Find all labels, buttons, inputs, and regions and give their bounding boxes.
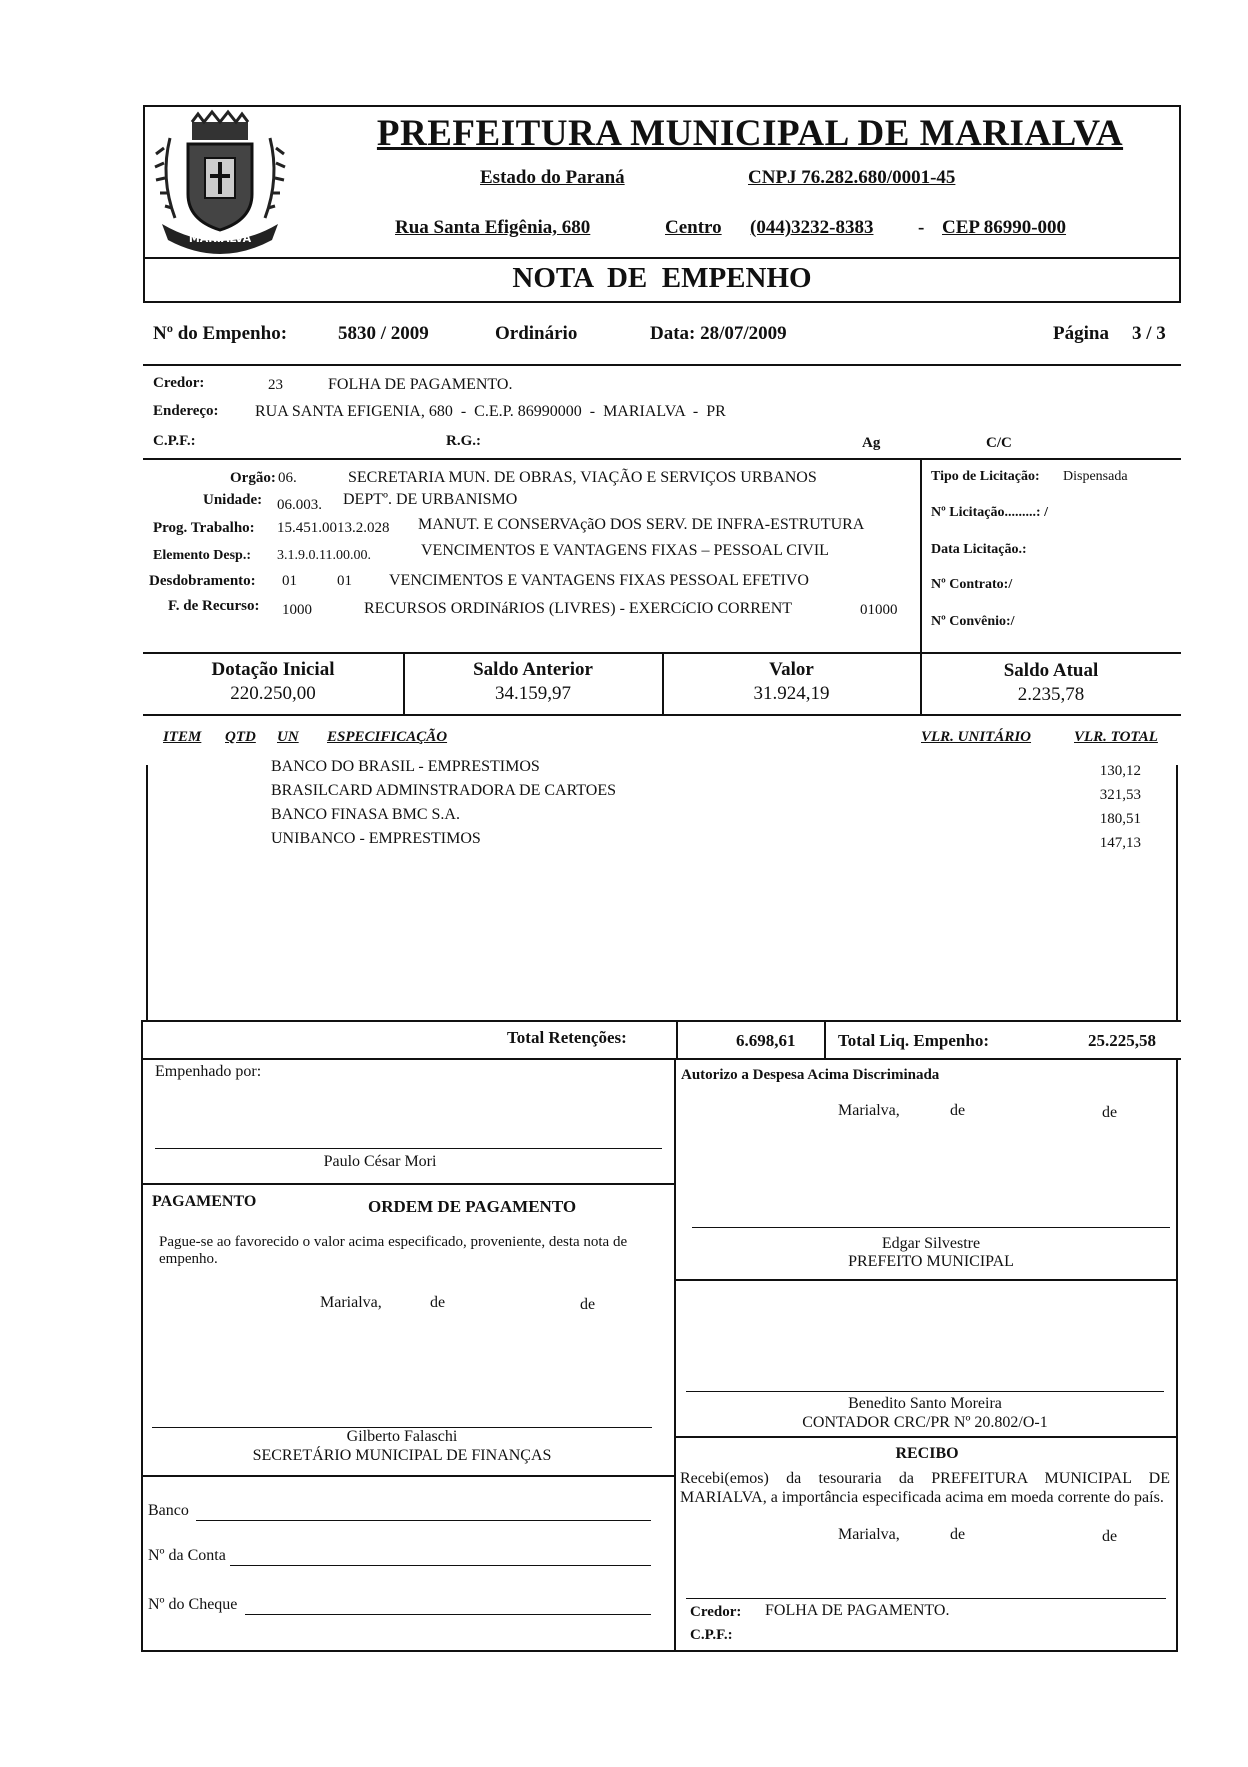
autorizo-de2: de [1102,1104,1118,1121]
recurso-number: 01000 [860,602,898,618]
items-left-border [146,765,148,1020]
licitacao-numero: Nº Licitação.........: / [931,505,1048,520]
divider [143,1058,1181,1060]
cnpj: CNPJ 76.282.680/0001-45 [748,167,956,188]
divider [143,1020,1181,1022]
item-total: 321,53 [1099,787,1141,803]
item-description: BANCO FINASA BMC S.A. [271,806,460,823]
credor-address: RUA SANTA EFIGENIA, 680 - C.E.P. 86990000 - MARIALVA - PR [255,403,726,420]
col-especificacao: ESPECIFICAÇÃO [327,729,448,745]
signature-line [692,1227,1170,1228]
header-phone: (044)3232-8383 [750,217,874,238]
recibo-credor-label: Credor: [690,1604,742,1620]
elemento-code: 3.1.9.0.11.00.00. [277,548,371,563]
signature-line [686,1598,1166,1599]
svg-text:MARIALVA: MARIALVA [188,232,252,245]
desdobramento-label: Desdobramento: [149,573,256,589]
header-district: Centro [665,217,722,238]
recibo-credor-name: FOLHA DE PAGAMENTO. [765,1602,950,1619]
recibo-de1: de [950,1526,966,1543]
header-separator: - [918,217,925,238]
list-item [271,782,1176,804]
signature-line [686,1391,1164,1392]
cheque-field[interactable] [245,1614,651,1615]
unidade-code: 06.003. [277,497,322,513]
prog-trabalho-label: Prog. Trabalho: [153,520,255,536]
ordem-pagamento-label: ORDEM DE PAGAMENTO [368,1197,577,1216]
desdobramento-code-a: 01 [282,573,297,589]
orgao-label: Orgão: [230,470,276,486]
conta-label: Nº da Conta [148,1547,226,1564]
empenho-type: Ordinário [495,323,578,344]
dotacao-value: 220.250,00 [230,683,316,704]
col-vlr-unitario: VLR. UNITÁRIO [921,729,1032,745]
list-item [271,806,1176,828]
pagamento-de1: de [430,1294,446,1311]
empenho-number: 5830 / 2009 [338,323,429,344]
divider [675,1279,1178,1281]
item-description: BANCO DO BRASIL - EMPRESTIMOS [271,758,540,775]
empenho-number-label: Nº do Empenho: [153,323,288,344]
document-title: NOTA DE EMPENHO [512,262,812,294]
liquido-value: 25.225,58 [1088,1031,1156,1050]
pagamento-label: PAGAMENTO [152,1193,257,1210]
right-border [1176,1059,1178,1652]
empenho-date: Data: 28/07/2009 [650,323,787,344]
page-number: 3 / 3 [1132,323,1166,344]
vertical-divider [676,1021,678,1059]
items-right-border [1176,765,1178,1020]
prog-trabalho-description: MANUT. E CONSERVAçãO DOS SERV. DE INFRA-ESTRUTURA [418,516,865,533]
divider [143,1475,675,1477]
unidade-label: Unidade: [203,492,263,508]
contrato-number: Nº Contrato:/ [931,577,1013,592]
credor-code: 23 [268,377,283,393]
orgao-description: SECRETARIA MUN. DE OBRAS, VIAÇÃO E SERVIÇOS URBANOS [348,469,817,486]
banco-label: Banco [148,1502,189,1519]
contador-role: CONTADOR CRC/PR Nº 20.802/O-1 [802,1414,1048,1431]
elemento-label: Elemento Desp.: [153,548,251,563]
coat-of-arms-seal [150,108,290,256]
recibo-cpf-label: C.P.F.: [690,1627,733,1643]
col-vlr-total: VLR. TOTAL [1074,729,1158,745]
conta-field[interactable] [230,1565,651,1566]
credor-label: Credor: [153,375,205,391]
header-divider [143,257,1181,259]
recibo-label: RECIBO [895,1445,959,1462]
valor-value: 31.924,19 [753,683,830,704]
prefeito-name: Edgar Silvestre [881,1235,981,1252]
orgao-code: 06. [278,470,297,486]
page-title: PREFEITURA MUNICIPAL DE MARIALVA [376,113,1124,154]
center-divider [674,1059,676,1652]
contador-name: Benedito Santo Moreira [848,1395,1002,1412]
left-border [141,1020,143,1652]
vertical-divider [824,1021,826,1059]
saldo-anterior-value: 34.159,97 [495,683,571,704]
col-qtd: QTD [225,729,256,745]
prefeito-role: PREFEITO MUNICIPAL [848,1253,1014,1270]
desdobramento-code-b: 01 [337,573,352,589]
prog-trabalho-code: 15.451.0013.2.028 [277,520,390,536]
divider [675,1436,1178,1438]
divider [143,714,1181,716]
divider [143,1183,675,1185]
desdobramento-description: VENCIMENTOS E VANTAGENS FIXAS PESSOAL EFETIVO [389,572,809,589]
autorizo-label: Autorizo a Despesa Acima Discriminada [681,1067,940,1083]
liquido-label: Total Liq. Empenho: [838,1031,989,1050]
valor-label: Valor [769,659,814,680]
saldo-atual-label: Saldo Atual [1003,660,1099,681]
retencoes-value: 6.698,61 [736,1031,796,1050]
licitacao-data: Data Licitação.: [931,542,1027,557]
empenhado-label: Empenhado por: [155,1063,262,1080]
col-item: ITEM [163,729,202,745]
saldo-atual-value: 2.235,78 [1017,684,1085,705]
autorizo-de1: de [950,1102,966,1119]
list-item [271,758,1176,780]
state-name: Estado do Paraná [480,167,625,188]
address-label: Endereço: [153,403,219,419]
credor-name: FOLHA DE PAGAMENTO. [328,376,513,393]
licitacao-tipo: Dispensada [1063,469,1128,484]
pagamento-de2: de [580,1296,596,1313]
retencoes-label: Total Retenções: [507,1028,627,1047]
cpf-label: C.P.F.: [153,433,196,449]
cheque-label: Nº do Cheque [148,1596,238,1613]
col-un: UN [277,729,299,745]
convenio-number: Nº Convênio:/ [931,614,1015,629]
list-item [271,830,1176,852]
header-address: Rua Santa Efigênia, 680 [395,217,591,238]
dotacao-label: Dotação Inicial [211,659,335,680]
secretario-name: Gilberto Falaschi [346,1428,458,1445]
autorizo-place: Marialva, [838,1102,900,1119]
signature-line [155,1148,662,1149]
item-total: 130,12 [1099,763,1141,779]
vertical-divider [920,459,922,652]
recibo-text: Recebi(emos) da tesouraria da PREFEITURA MUNICIPAL DE MARIALVA, a importância especificada acima em moeda corrente do país. [680,1470,1170,1506]
empenhado-name: Paulo César Mori [323,1153,437,1170]
header-cep: CEP 86990-000 [942,217,1067,238]
item-description: UNIBANCO - EMPRESTIMOS [271,830,481,847]
rg-label: R.G.: [446,433,481,449]
recurso-label: F. de Recurso: [168,598,260,614]
item-description: BRASILCARD ADMINSTRADORA DE CARTOES [271,782,617,799]
pagamento-text: Pague-se ao favorecido o valor acima especificado, proveniente, desta nota de empenho. [159,1234,628,1267]
licitacao-tipo-label: Tipo de Licitação: [931,469,1040,484]
saldo-anterior-label: Saldo Anterior [473,659,593,680]
divider [143,458,1181,460]
item-total: 147,13 [1099,835,1141,851]
recibo-de2: de [1102,1528,1118,1545]
page-label: Página [1053,323,1109,344]
recurso-description: RECURSOS ORDINáRIOS (LIVRES) - EXERCíCIO CORRENT [364,600,793,617]
elemento-description: VENCIMENTOS E VANTAGENS FIXAS – PESSOAL CIVIL [421,542,829,559]
divider [143,364,1181,366]
unidade-description: DEPTº. DE URBANISMO [343,491,518,508]
item-total: 180,51 [1099,811,1141,827]
bottom-border [141,1650,1178,1652]
ag-label: Ag [862,435,881,451]
banco-field[interactable] [196,1520,651,1521]
secretario-role: SECRETÁRIO MUNICIPAL DE FINANÇAS [252,1447,552,1464]
recibo-place: Marialva, [838,1526,900,1543]
recurso-code: 1000 [282,602,312,618]
pagamento-place: Marialva, [320,1294,382,1311]
cc-label: C/C [986,435,1012,451]
